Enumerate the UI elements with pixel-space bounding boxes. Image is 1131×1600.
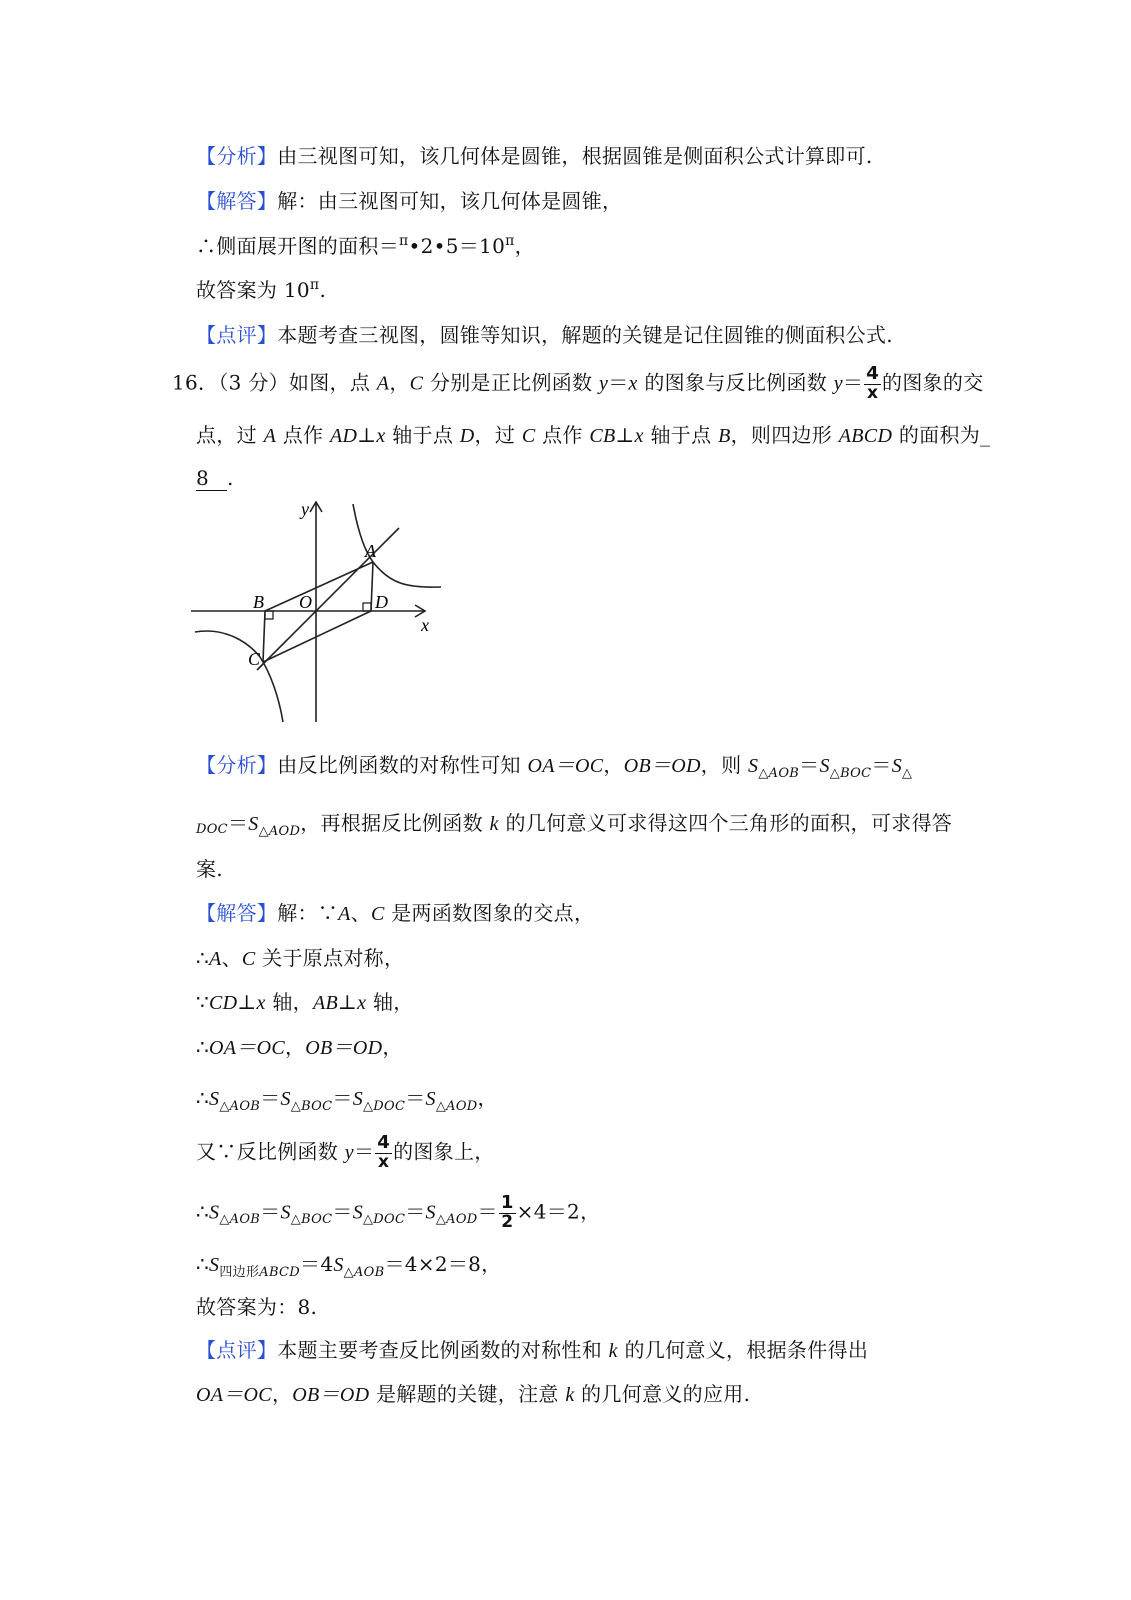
q16-solution-text: 又∵反比例函数 bbox=[196, 1139, 345, 1164]
equals: ＝ bbox=[260, 1199, 281, 1224]
q16-comment-text: 的几何意义，根据条件得出 bbox=[617, 1338, 869, 1362]
q16-solution-line7 bbox=[196, 1194, 600, 1232]
sub-AOD: △AOD bbox=[435, 1212, 478, 1228]
sub-AOD: △AOD bbox=[258, 824, 301, 839]
label-C: C bbox=[248, 649, 261, 669]
q16-analysis-text: 由反比例函数的对称性可知 bbox=[277, 753, 528, 777]
pi-symbol: π bbox=[309, 277, 320, 293]
segment-CD bbox=[263, 611, 371, 662]
q16-solution-line2 bbox=[196, 945, 404, 972]
hyperbola-lower-branch bbox=[195, 631, 283, 722]
q16-solution-line9 bbox=[196, 1294, 317, 1320]
q16-analysis-line1 bbox=[196, 752, 912, 782]
q16-solution-text: 轴， bbox=[366, 990, 414, 1014]
q16-stem-text: 点作 bbox=[535, 423, 590, 447]
fraction-one-half bbox=[499, 1194, 516, 1232]
q16-analysis-line2 bbox=[196, 810, 952, 840]
point-C: C bbox=[370, 903, 385, 925]
right-angle-mark-D bbox=[363, 603, 371, 611]
fraction-denominator: x bbox=[866, 382, 879, 403]
expr-OA-OC: OA＝OC bbox=[196, 1384, 272, 1406]
q15-area-prefix: ∴侧面展开图的面积＝ bbox=[196, 234, 399, 258]
q16-analysis-line3 bbox=[196, 856, 223, 882]
solution-tag: 【解答】 bbox=[196, 189, 278, 213]
q16-solution-line5 bbox=[196, 1085, 498, 1115]
segment-CB: CB bbox=[589, 425, 616, 447]
therefore: ∴ bbox=[196, 946, 210, 970]
therefore: ∴ bbox=[196, 1035, 210, 1059]
fraction-numerator: 4 bbox=[866, 363, 880, 384]
q16-solution-text: ＝4 bbox=[300, 1252, 334, 1276]
comma: ， bbox=[271, 1382, 293, 1406]
area-S: S bbox=[425, 1088, 436, 1110]
equals: ＝ bbox=[332, 1086, 353, 1110]
q16-comment-line2 bbox=[196, 1381, 750, 1408]
q15-solution-line bbox=[196, 188, 622, 214]
q16-analysis-text: ，则 bbox=[700, 753, 749, 777]
area-S: S bbox=[209, 1088, 220, 1110]
therefore: ∴ bbox=[196, 1199, 210, 1224]
sub-AOB: △AOB bbox=[343, 1265, 385, 1280]
separator: 、 bbox=[350, 901, 371, 925]
label-B: B bbox=[253, 592, 264, 612]
q16-solution-text: 关于原点对称， bbox=[255, 946, 405, 970]
sub-AOD: △AOD bbox=[435, 1099, 478, 1114]
q16-solution-text: 的图象上， bbox=[393, 1139, 495, 1164]
var-y: y bbox=[599, 372, 609, 395]
equals: ＝ bbox=[842, 370, 864, 395]
q15-comment-line bbox=[196, 322, 893, 348]
point-C: C bbox=[241, 948, 256, 970]
sub-BOC: △BOC bbox=[829, 766, 872, 781]
area-S: S bbox=[352, 1201, 363, 1224]
equals: ＝ bbox=[353, 1139, 375, 1164]
equals: ＝ bbox=[608, 370, 629, 395]
q16-stem-text: 轴于点 bbox=[385, 423, 460, 447]
answer-value: 8 bbox=[196, 466, 210, 490]
q15-analysis-line bbox=[196, 143, 873, 169]
label-y: y bbox=[301, 499, 309, 519]
var-x: x bbox=[256, 992, 266, 1014]
sub-BOC: △BOC bbox=[290, 1099, 333, 1114]
q16-stem-text: 分别是正比例函数 bbox=[423, 370, 599, 395]
q16-stem-text: 轴于点 bbox=[643, 423, 719, 447]
point-A: A bbox=[209, 948, 222, 970]
period: . bbox=[227, 466, 234, 490]
equals: ＝ bbox=[260, 1086, 281, 1110]
var-x: x bbox=[357, 992, 367, 1014]
q16-comment-text: 本题主要考查反比例函数的对称性和 bbox=[277, 1338, 609, 1362]
equals: ＝ bbox=[405, 1199, 426, 1224]
question-number: 16．（3 分）如图，点 bbox=[172, 370, 377, 395]
expr-OA-OC: OA＝OC bbox=[527, 755, 604, 777]
q15-area-line bbox=[196, 233, 535, 262]
q16-stem-text: ，过 bbox=[474, 423, 522, 447]
area-S: S bbox=[819, 755, 830, 777]
q16-comment-text: 的几何意义的应用. bbox=[574, 1382, 751, 1406]
point-A: A bbox=[376, 372, 390, 395]
sub-BOC: △BOC bbox=[290, 1212, 333, 1228]
q15-answer-end: . bbox=[319, 278, 327, 302]
perp-symbol: ⊥ bbox=[357, 423, 377, 447]
expr-OB-OD: OB＝OD bbox=[305, 1037, 383, 1059]
quad-ABCD: ABCD bbox=[838, 425, 893, 447]
area-S: S bbox=[425, 1201, 436, 1224]
q16-solution-text: 是两函数图象的交点， bbox=[384, 901, 595, 925]
q16-solution-line8 bbox=[196, 1251, 502, 1281]
q15-comment-text: 本题考查三视图，圆锥等知识，解题的关键是记住圆锥的侧面积公式. bbox=[277, 323, 893, 347]
sub-ABCD: ABCD bbox=[259, 1265, 301, 1280]
area-S: S bbox=[209, 1254, 220, 1276]
q16-stem-text: 的图象与反比例函数 bbox=[637, 370, 834, 395]
equals: ＝ bbox=[227, 811, 249, 835]
equals: ＝ bbox=[405, 1086, 426, 1110]
segment-AD: AD bbox=[330, 425, 358, 447]
pi-symbol: π bbox=[505, 233, 515, 249]
label-O: O bbox=[299, 592, 312, 612]
fraction-4-over-x bbox=[375, 1134, 392, 1172]
label-x: x bbox=[421, 615, 429, 635]
var-k: k bbox=[565, 1384, 575, 1406]
expr-OA-OC: OA＝OC bbox=[209, 1037, 285, 1059]
fraction-4-over-x bbox=[864, 365, 881, 403]
area-S: S bbox=[333, 1254, 344, 1276]
var-x: x bbox=[376, 425, 386, 447]
sub-DOC: DOC bbox=[196, 822, 228, 837]
q16-stem-text: 点作 bbox=[276, 423, 331, 447]
q16-answer-line bbox=[196, 465, 234, 491]
q16-solution-line3 bbox=[196, 989, 414, 1016]
right-angle-mark-B bbox=[265, 611, 273, 619]
separator: 、 bbox=[221, 946, 242, 970]
sub-AOB: △AOB bbox=[219, 1099, 261, 1114]
area-S: S bbox=[352, 1088, 363, 1110]
q15-area-mid: •2•5＝10 bbox=[408, 234, 506, 258]
q16-solution-text: ×4＝2， bbox=[516, 1199, 601, 1224]
point-A: A bbox=[263, 425, 277, 447]
var-y: y bbox=[833, 372, 843, 395]
q16-stem-text: ，则四边形 bbox=[730, 423, 839, 447]
perp-symbol: ⊥ bbox=[338, 990, 358, 1014]
area-S: S bbox=[209, 1201, 220, 1224]
analysis-tag: 【分析】 bbox=[196, 753, 278, 777]
q16-analysis-text: 案. bbox=[196, 857, 223, 881]
perp-symbol: ⊥ bbox=[237, 990, 257, 1014]
because: ∵ bbox=[196, 990, 210, 1014]
therefore: ∴ bbox=[196, 1252, 210, 1276]
q15-area-end: ， bbox=[514, 234, 535, 258]
point-C: C bbox=[409, 372, 424, 395]
equals: ＝ bbox=[477, 1199, 498, 1224]
var-k: k bbox=[489, 813, 499, 835]
q16-comment-text: 是解题的关键，注意 bbox=[369, 1382, 566, 1406]
therefore: ∴ bbox=[196, 1086, 210, 1110]
solution-tag: 【解答】 bbox=[196, 901, 278, 925]
segment-CD: CD bbox=[209, 992, 238, 1014]
area-S: S bbox=[280, 1088, 291, 1110]
fraction-numerator: 4 bbox=[377, 1132, 391, 1153]
point-C: C bbox=[521, 425, 536, 447]
comment-tag: 【点评】 bbox=[196, 323, 278, 347]
fraction-numerator: 1 bbox=[500, 1192, 514, 1213]
equals: ＝ bbox=[332, 1199, 353, 1224]
point-D: D bbox=[459, 425, 475, 447]
area-S: S bbox=[280, 1201, 291, 1224]
q16-final-answer: 故答案为：8. bbox=[196, 1295, 318, 1319]
var-x: x bbox=[634, 425, 644, 447]
q15-answer-line bbox=[196, 277, 326, 306]
q16-stem-line2 bbox=[196, 422, 990, 449]
expr-OB-OD: OB＝OD bbox=[292, 1384, 370, 1406]
equals: ＝ bbox=[799, 753, 820, 777]
sub-AOB: △AOB bbox=[758, 766, 800, 781]
sub-AOB: △AOB bbox=[219, 1212, 261, 1228]
var-x: x bbox=[628, 372, 638, 395]
area-S: S bbox=[748, 755, 759, 777]
analysis-tag: 【分析】 bbox=[196, 144, 278, 168]
sub-quadrilateral: 四边形 bbox=[219, 1265, 260, 1280]
segment-AB: AB bbox=[312, 992, 339, 1014]
q16-solution-text: 轴， bbox=[265, 990, 313, 1014]
q16-solution-line4 bbox=[196, 1034, 403, 1061]
q16-analysis-text: 的几何意义可求得这四个三角形的面积，可求得答 bbox=[498, 811, 953, 835]
q15-analysis-text: 由三视图可知，该几何体是圆锥，根据圆锥是侧面积公式计算即可. bbox=[277, 144, 873, 168]
fraction-denominator: 2 bbox=[501, 1211, 514, 1232]
coordinate-figure bbox=[185, 492, 455, 727]
pi-symbol: π bbox=[399, 233, 409, 249]
comment-tag: 【点评】 bbox=[196, 1338, 278, 1362]
comma: ， bbox=[477, 1086, 498, 1110]
point-A: A bbox=[338, 903, 351, 925]
q16-comment-line1 bbox=[196, 1337, 868, 1364]
sub-triangle: △ bbox=[902, 766, 913, 781]
q16-stem-text: 的面积为_ bbox=[892, 423, 991, 447]
label-A: A bbox=[365, 541, 376, 561]
q15-solution-text: 解：由三视图可知，该几何体是圆锥， bbox=[277, 189, 623, 213]
fraction-denominator: x bbox=[378, 1151, 390, 1172]
q16-analysis-text: ，再根据反比例函数 bbox=[300, 811, 490, 835]
comma: ， bbox=[603, 753, 624, 777]
comma: ， bbox=[284, 1035, 306, 1059]
area-S: S bbox=[891, 755, 903, 777]
sub-DOC: △DOC bbox=[363, 1099, 406, 1114]
segment-AB bbox=[265, 562, 373, 611]
expr-OB-OD: OB＝OD bbox=[623, 755, 701, 777]
label-D: D bbox=[375, 592, 388, 612]
var-y: y bbox=[344, 1141, 354, 1164]
comma: ， bbox=[382, 1035, 403, 1059]
perp-symbol: ⊥ bbox=[615, 423, 635, 447]
q16-stem-text: 的图象的交 bbox=[882, 370, 984, 395]
var-k: k bbox=[608, 1340, 618, 1362]
q16-stem-text: 点，过 bbox=[196, 423, 264, 447]
q16-stem-line1 bbox=[172, 365, 984, 403]
q15-answer-prefix: 故答案为 10 bbox=[196, 278, 310, 302]
q16-solution-line1 bbox=[196, 900, 594, 927]
point-B: B bbox=[718, 425, 731, 447]
q16-solution-line6 bbox=[196, 1134, 495, 1172]
comma: ， bbox=[389, 370, 410, 395]
q16-solution-text: ＝4×2＝8， bbox=[384, 1252, 502, 1276]
q16-solution-text: 解：∵ bbox=[277, 901, 339, 925]
sub-DOC: △DOC bbox=[363, 1212, 406, 1228]
area-S: S bbox=[248, 813, 259, 835]
equals: ＝ bbox=[871, 753, 892, 777]
answer-blank bbox=[196, 466, 227, 491]
